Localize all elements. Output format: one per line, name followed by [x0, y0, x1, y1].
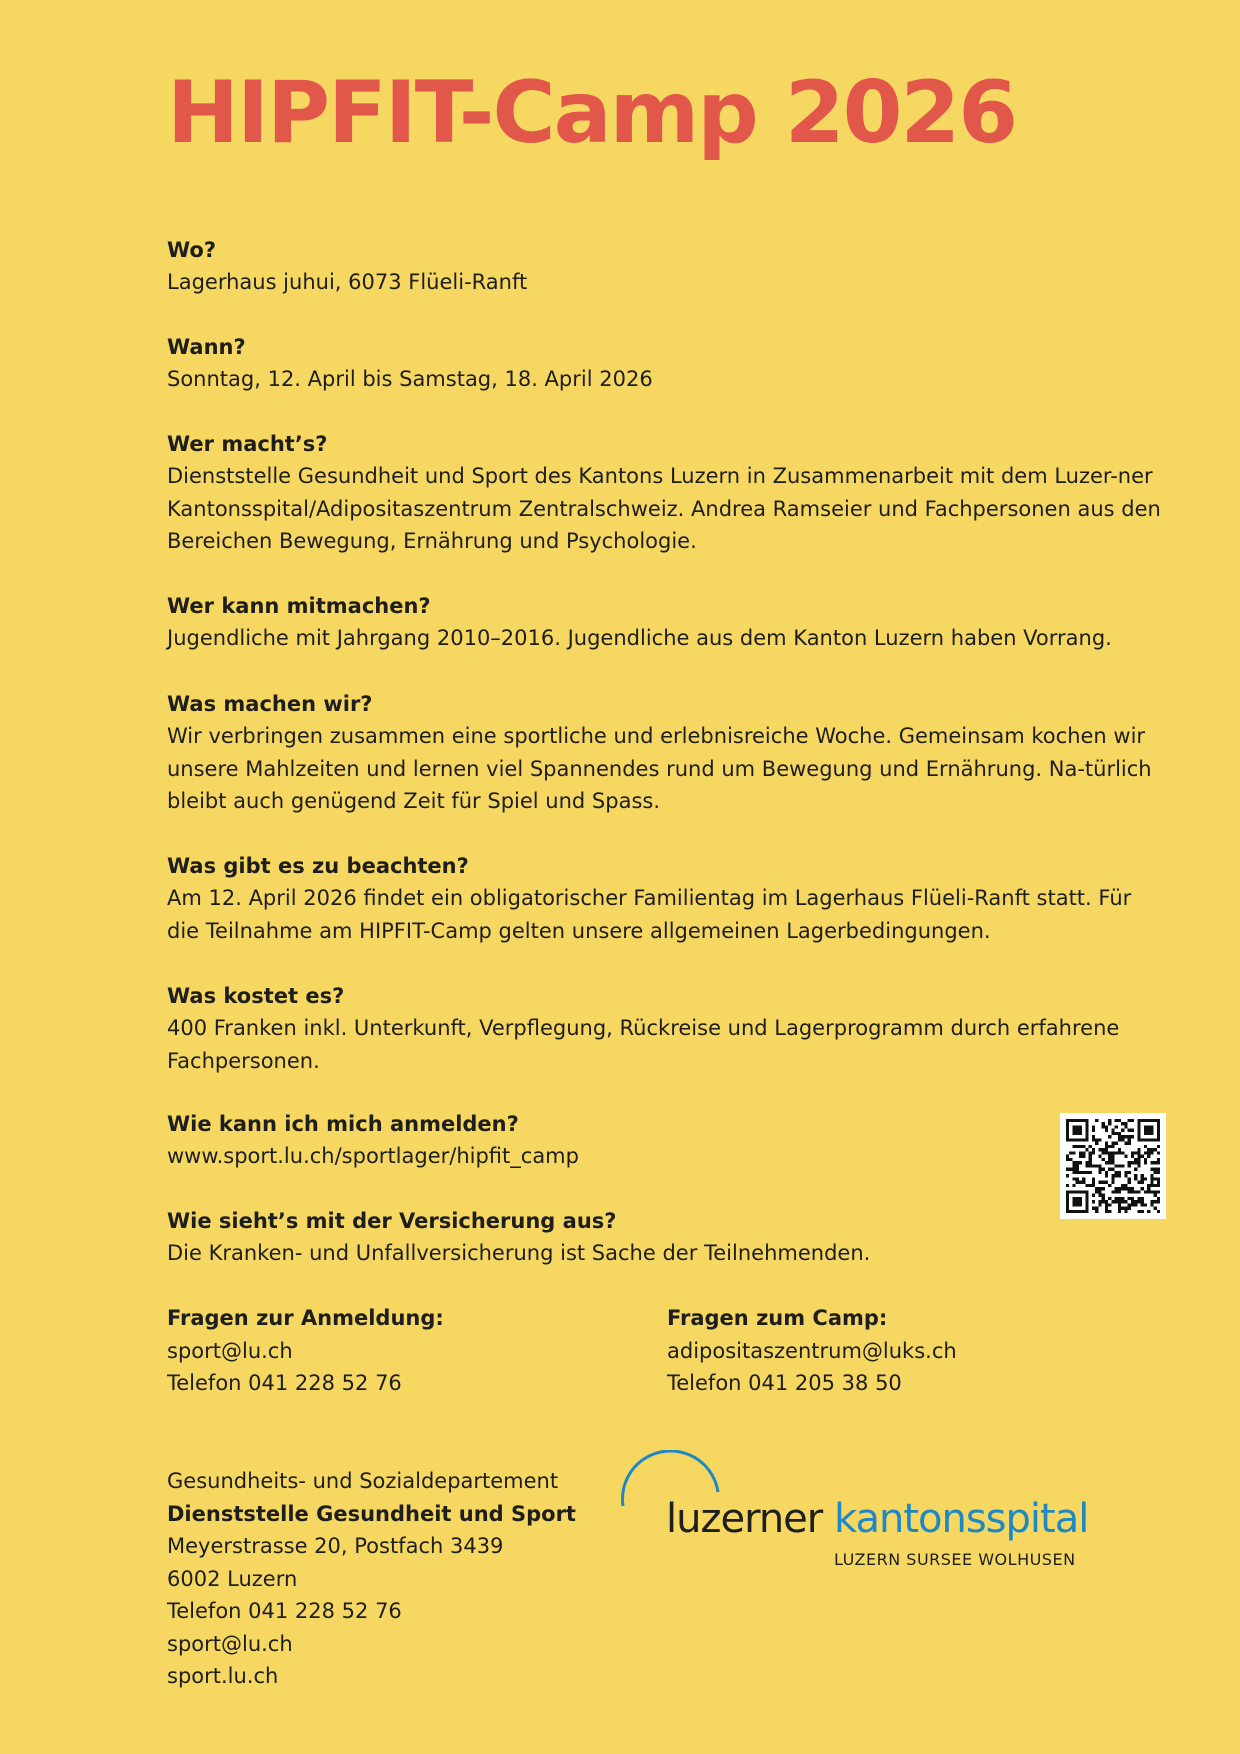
section-text: Die Kranken- und Unfallversicherung ist Sache der Teilnehmenden.	[167, 1241, 871, 1265]
logo-word-kantonsspital: kantonsspital	[834, 1496, 1089, 1542]
luks-logo	[620, 1450, 1100, 1580]
contact-phone: Telefon 041 205 38 50	[667, 1371, 902, 1395]
section-heading: Wo?	[167, 238, 217, 262]
street-address: Meyerstrasse 20, Postfach 3439	[167, 1534, 504, 1558]
contact-registration	[167, 1302, 647, 1400]
city: 6002 Luzern	[167, 1566, 298, 1591]
section-insurance	[167, 1205, 1167, 1270]
section-text: Lagerhaus juhui, 6073 Flüeli-Ranft	[167, 270, 528, 294]
section-who-can-join	[167, 590, 1167, 655]
department-name: Gesundheits- und Sozialdepartement	[167, 1469, 559, 1493]
section-heading: Wer kann mitmachen?	[167, 594, 431, 618]
section-text: Sonntag, 12. April bis Samstag, 18. April 2026	[167, 367, 653, 391]
section-cost	[167, 980, 1167, 1077]
page-title: HIPFIT-Camp 2026	[167, 63, 1017, 163]
contact-phone: Telefon 041 228 52 76	[167, 1371, 402, 1395]
section-what-we-do	[167, 688, 1167, 818]
section-heading: Wie sieht’s mit der Versicherung aus?	[167, 1209, 617, 1233]
section-where	[167, 234, 1167, 299]
contact-heading: Fragen zum Camp:	[667, 1306, 888, 1330]
section-notes	[167, 850, 1167, 947]
section-heading: Was machen wir?	[167, 692, 373, 716]
section-who-organizes	[167, 428, 1167, 558]
logo-locations: LUZERN SURSEE WOLHUSEN	[834, 1550, 1076, 1569]
department-address	[167, 1465, 627, 1693]
email[interactable]: sport@lu.ch	[167, 1631, 293, 1656]
contact-heading: Fragen zur Anmeldung:	[167, 1306, 444, 1330]
section-when	[167, 331, 1167, 396]
section-heading: Was kostet es?	[167, 984, 345, 1008]
section-text: Wir verbringen zusammen eine sportliche und erlebnisreiche Woche. Gemeinsam kochen wir unsere Mahlzeiten und lernen viel Spannendes rund um Bewegung und Ernährung. Na-türlich bleibt auch genügend Zeit für Spiel und Spass.	[167, 724, 1152, 813]
section-heading: Wann?	[167, 335, 246, 359]
contact-email[interactable]: adipositaszentrum@luks.ch	[667, 1338, 957, 1363]
logo-word-luzerner: luzerner	[666, 1496, 823, 1542]
section-registration	[167, 1108, 1027, 1173]
section-heading: Wie kann ich mich anmelden?	[167, 1112, 519, 1136]
section-heading: Was gibt es zu beachten?	[167, 854, 469, 878]
contact-camp	[667, 1302, 1147, 1400]
website[interactable]: sport.lu.ch	[167, 1664, 279, 1688]
section-text: Am 12. April 2026 findet ein obligatorischer Familientag im Lagerhaus Flüeli-Ranft statt. Für die Teilnahme am HIPFIT-Camp gelten unsere allgemeinen Lagerbedingungen.	[167, 886, 1132, 943]
section-text: Jugendliche mit Jahrgang 2010–2016. Jugendliche aus dem Kanton Luzern haben Vorrang.	[167, 626, 1112, 650]
contact-email[interactable]: sport@lu.ch	[167, 1338, 293, 1363]
section-text: 400 Franken inkl. Unterkunft, Verpflegung, Rückreise und Lagerprogramm durch erfahrene Fachpersonen.	[167, 1016, 1120, 1073]
office-name: Dienststelle Gesundheit und Sport	[167, 1501, 576, 1526]
section-heading: Wer macht’s?	[167, 432, 328, 456]
phone: Telefon 041 228 52 76	[167, 1599, 402, 1623]
registration-link[interactable]: www.sport.lu.ch/sportlager/hipfit_camp	[167, 1144, 579, 1168]
section-text: Dienststelle Gesundheit und Sport des Kantons Luzern in Zusammenarbeit mit dem Luzer-ner Kantonsspital/Adipositaszentrum Zentralschweiz. Andrea Ramseier und Fachpersonen aus den Bereichen Bewegung, Ernährung und Psychologie.	[167, 464, 1161, 553]
qr-code-icon[interactable]	[1060, 1113, 1166, 1219]
